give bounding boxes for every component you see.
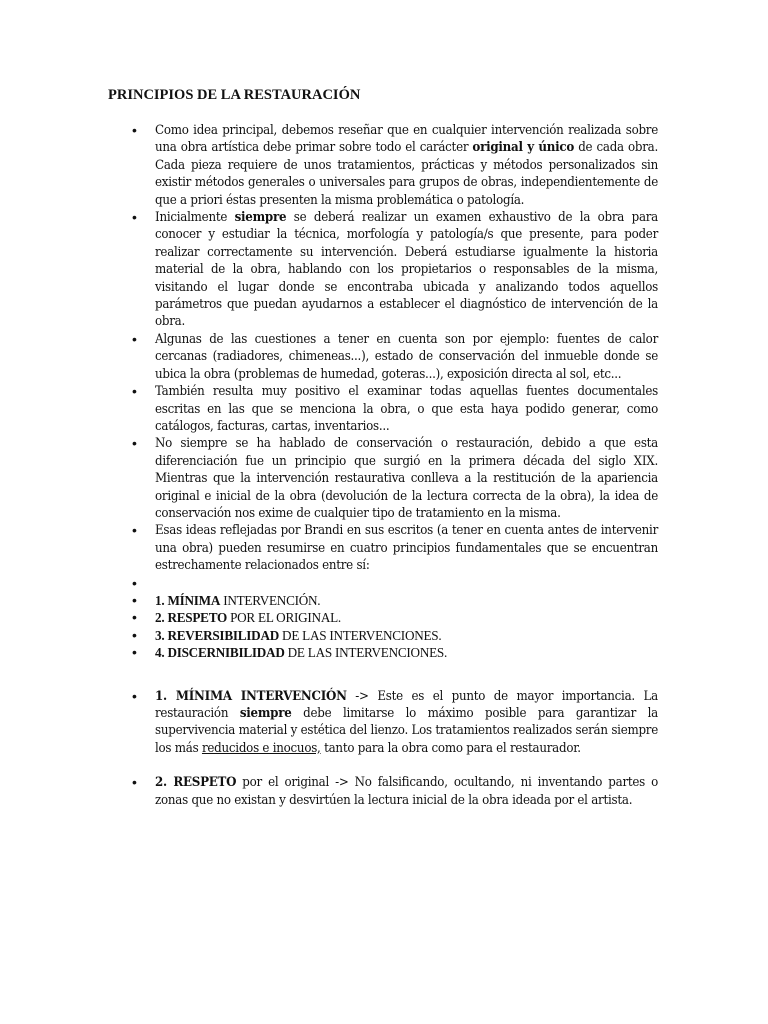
text: No siempre se ha hablado de conservación o restauración, debido a que esta diferenciación fue un principio que surgió en la primera década del siglo XIX. Mientras que la intervención restaurativa conlleva a la restitución de la apariencia original e inicial de la obra (devolución de la lectura correcta de la obra), la idea de conservación nos exime de cualquier tipo de tratamiento en la misma. bbox=[155, 436, 658, 521]
bold-text: siempre bbox=[234, 210, 287, 226]
text: debe limitarse lo máximo posible para garantizar la supervivencia material y estética del lienzo. Los tratamientos realizados serán siempre los más bbox=[155, 706, 658, 756]
principle-detail-2 bbox=[0, 774, 658, 809]
text: de cada obra. Cada pieza requiere de unos tratamientos, prácticas y métodos personalizados sin existir métodos generales o universales para grupos de obras, independientemente de que a priori éstas presenten la misma problemática o patología. bbox=[155, 140, 659, 208]
principle-detail-1 bbox=[0, 688, 658, 758]
list-item bbox=[0, 383, 658, 435]
bold-text: original y único bbox=[472, 140, 575, 156]
text: Como idea principal, debemos reseñar que en cualquier intervención realizada sobre una obra artística debe primar sobre todo el carácter bbox=[155, 123, 658, 156]
underlined-text: reducidos e inocuos, bbox=[201, 740, 321, 756]
text: INTERVENCIÓN. bbox=[220, 592, 321, 608]
bold-text: siempre bbox=[239, 706, 292, 721]
list-item bbox=[0, 522, 658, 574]
principles-list bbox=[0, 122, 768, 809]
empty-list-item bbox=[0, 575, 658, 592]
principle-item-4 bbox=[0, 644, 658, 661]
principle-item-1 bbox=[0, 592, 658, 609]
text: se deberá realizar un examen exhaustivo de la obra para conocer y estudiar la técnica, morfología y patología/s que presente, para poder realizar correctamente su intervención. Deberá estudiarse igualmente la historia material de la obra, hablando con los propietarios o responsables de la misma, visitando el lugar donde se encontraba ubicada y analizando todos aquellos parámetros que puedan ayudarnos a establecer el diagnóstico de intervención de la obra. bbox=[155, 210, 659, 330]
bold-text: 2. RESPETO bbox=[155, 775, 237, 791]
list-item bbox=[0, 122, 658, 209]
bold-text: 4. DISCERNIBILIDAD bbox=[155, 645, 285, 661]
text: DE LAS INTERVENCIONES. bbox=[279, 627, 442, 643]
text: POR EL ORIGINAL. bbox=[227, 610, 341, 626]
principle-item-2 bbox=[0, 609, 658, 626]
bold-text: 2. RESPETO bbox=[155, 610, 228, 626]
bold-text: 1. MÍNIMA bbox=[155, 592, 221, 608]
text: tanto para la obra como para el restaurador. bbox=[320, 740, 581, 756]
bold-text: 3. REVERSIBILIDAD bbox=[155, 627, 279, 643]
text: -> Este es el punto de mayor importancia. La restauración bbox=[155, 688, 658, 721]
list-item bbox=[0, 331, 658, 383]
text: También resulta muy positivo el examinar todas aquellas fuentes documentales escritas en las que se menciona la obra, o que esta haya podido generar, como catálogos, facturas, cartas, inventarios... bbox=[155, 384, 658, 434]
text: Algunas de las cuestiones a tener en cuenta son por ejemplo: fuentes de calor cercanas (radiadores, chimeneas...), estado de conservación del inmueble donde se ubica la obra (problemas de humedad, goteras...), exposición directa al sol, etc... bbox=[155, 331, 658, 382]
text: por el original -> No falsificando, ocultando, ni inventando partes o zonas que no existan y desvirtúen la lectura inicial de la obra ideada por el artista. bbox=[155, 775, 658, 808]
text: Inicialmente bbox=[155, 210, 235, 226]
text: DE LAS INTERVENCIONES. bbox=[284, 645, 448, 661]
text: Esas ideas reflejadas por Brandi en sus escritos (a tener en cuenta antes de intervenir una obra) pueden resumirse en cuatro principios fundamentales que se encuentran estrechamente relacionados entre sí: bbox=[155, 523, 658, 574]
bold-text: 1. MÍNIMA INTERVENCIÓN bbox=[155, 688, 347, 704]
list-item bbox=[0, 209, 658, 331]
principle-item-3 bbox=[0, 627, 658, 644]
document-title: PRINCIPIOS DE LA RESTAURACIÓN bbox=[108, 87, 361, 103]
list-item bbox=[0, 435, 658, 522]
